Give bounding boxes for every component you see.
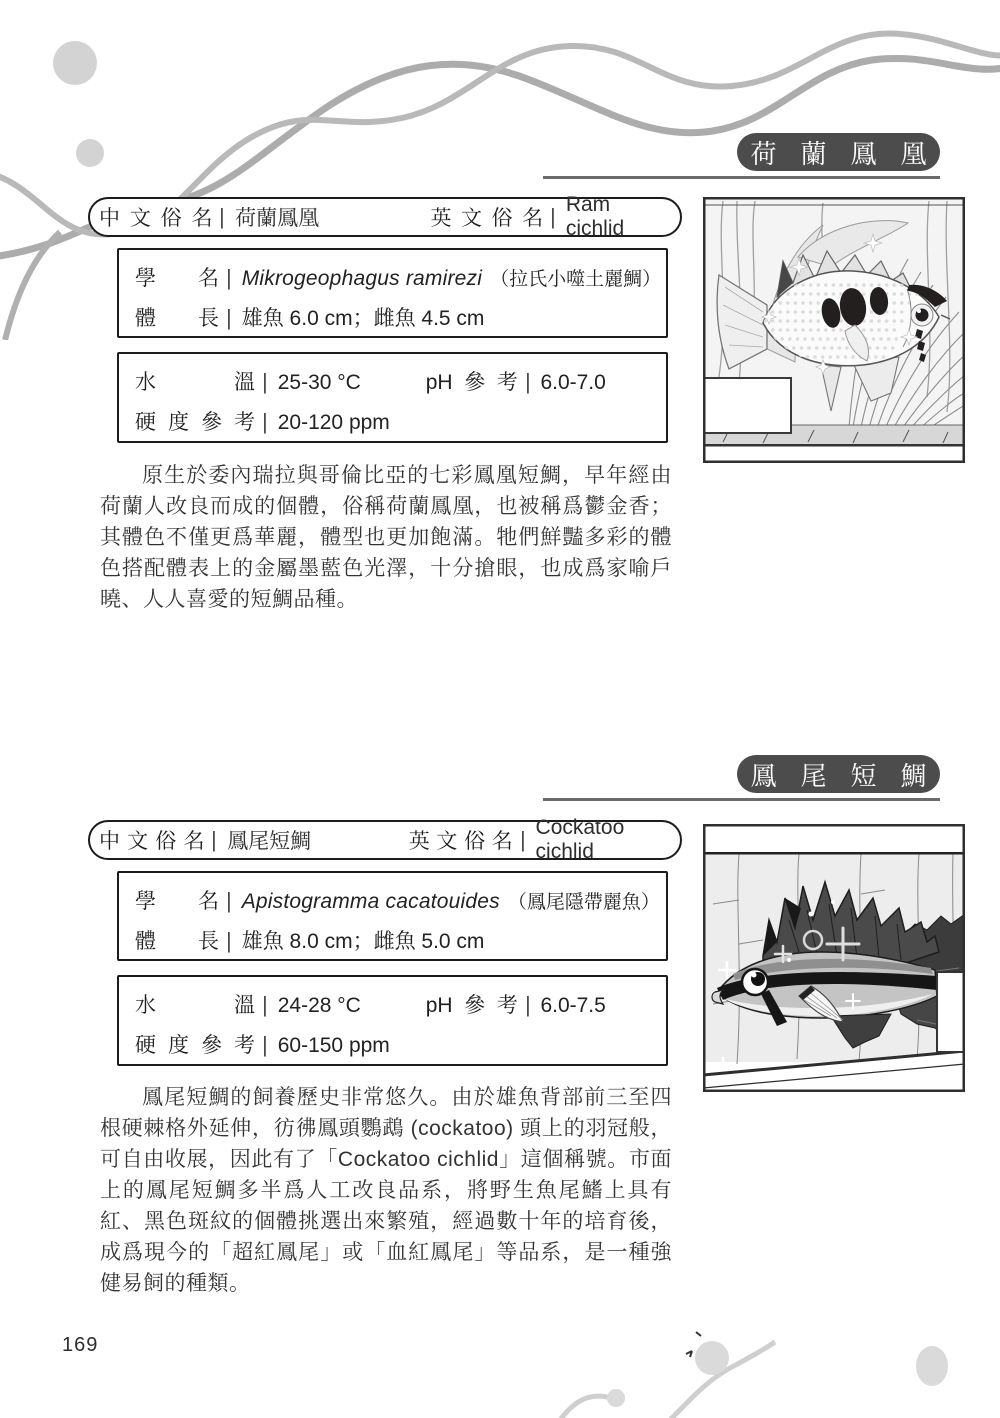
hardness-label: 硬度參考	[135, 1034, 255, 1057]
ram-cichlid-illustration	[703, 197, 965, 463]
water-temp-label: 水溫	[135, 371, 255, 394]
ph-value: 6.0-7.5	[540, 994, 606, 1017]
species-spec-box-cockatoo	[117, 871, 668, 961]
hardness-value: 20-120 ppm	[277, 411, 390, 434]
scientific-name-note: （鳳尾隱帶麗魚）	[507, 892, 660, 913]
en-name-value: Cockatoo cichlid	[535, 816, 625, 863]
hardness-row	[135, 1025, 666, 1065]
section-title: 鳳尾短鯛	[750, 760, 951, 791]
separator: |	[262, 992, 268, 1017]
water-spec-box-ram	[117, 352, 668, 443]
scientific-name-latin: Apistogramma cacatouides	[241, 890, 500, 913]
separator: |	[226, 265, 232, 290]
body-length-label: 體長	[135, 930, 219, 953]
scientific-name-note: （拉氏小噬土麗鯛）	[490, 269, 662, 290]
water-temp-value: 24-28 °C	[277, 994, 361, 1017]
zh-name-value: 鳳尾短鯛	[227, 830, 312, 853]
section-banner-cockatoo	[737, 755, 951, 793]
ph-value: 6.0-7.0	[540, 371, 606, 394]
body-length-row	[135, 921, 666, 961]
banner-underline	[543, 798, 940, 801]
zh-name-label: 中文俗名	[99, 207, 213, 230]
en-name-group	[409, 816, 666, 864]
species-spec-box-ram	[117, 248, 668, 338]
separator: |	[262, 1032, 268, 1057]
cockatoo-cichlid-illustration	[703, 824, 965, 1092]
temperature-ph-row	[135, 985, 666, 1025]
en-name-label: 英文俗名	[408, 830, 513, 853]
body-length-label: 體長	[135, 307, 219, 330]
body-length-row	[135, 298, 666, 338]
zh-name-value: 荷蘭鳳凰	[235, 207, 320, 230]
banner-underline	[543, 176, 940, 179]
caption-box	[937, 972, 965, 1052]
decorative-waves-bottom	[520, 1320, 1000, 1418]
common-name-bar-cockatoo	[88, 816, 682, 863]
section-title: 荷蘭鳳凰	[750, 138, 951, 169]
separator: |	[226, 305, 232, 330]
section-banner-ram	[737, 133, 951, 171]
ph-group	[426, 362, 606, 403]
description-paragraph-ram: 原生於委內瑞拉與哥倫比亞的七彩鳳凰短鯛，早年經由荷蘭人改良而成的個體，俗稱荷蘭鳳凰，也被稱爲鬱金香；其體色不僅更爲華麗，體型也更加飽滿。牠們鮮豔多彩的體色搭配體表上的金屬墨藍色光澤，十分搶眼，也成爲家喻戶曉、人人喜愛的短鯛品種。	[100, 464, 672, 611]
hardness-label: 硬度參考	[135, 411, 255, 434]
separator: |	[262, 369, 268, 394]
zh-name-label: 中文俗名	[99, 830, 205, 853]
separator: |	[226, 888, 232, 913]
en-name-value: Ram cichlid	[565, 193, 625, 240]
page-number: 169	[62, 1334, 99, 1356]
separator: |	[262, 409, 268, 434]
scientific-name-row	[135, 258, 666, 298]
separator: |	[220, 204, 225, 229]
ph-label: pH參考	[425, 371, 518, 394]
body-length-value: 雄魚 6.0 cm；雌魚 4.5 cm	[241, 307, 485, 330]
hardness-row	[135, 402, 666, 442]
scientific-name-label: 學名	[135, 267, 219, 290]
water-temp-label: 水溫	[135, 994, 255, 1017]
separator: |	[520, 827, 525, 852]
body-length-value: 雄魚 8.0 cm；雌魚 5.0 cm	[241, 930, 485, 953]
water-spec-box-cockatoo	[117, 975, 668, 1066]
en-name-label: 英文俗名	[430, 207, 544, 230]
separator: |	[550, 204, 556, 229]
common-name-bar-ram	[88, 193, 682, 240]
ph-group	[426, 985, 606, 1026]
separator: |	[226, 928, 232, 953]
description-paragraph-cockatoo: 鳳尾短鯛的飼養歷史非常悠久。由於雄魚背部前三至四根硬棘格外延伸，彷彿鳳頭鸚鵡 (cockatoo) 頭上的羽冠般，可自由收展，因此有了「Cockatoo cichlid」這個稱號。市面上的鳳尾短鯛多半爲人工改良品系，將野生魚尾鰭上具有紅、黑色斑紋的個體挑選出來繁殖，經過數十年的培育後，成爲現今的「超紅鳳尾」或「血紅鳳尾」等品系，是一種強健易飼的種類。	[100, 1086, 672, 1295]
temperature-ph-row	[135, 362, 666, 402]
scientific-name-label: 學名	[135, 890, 219, 913]
ph-label: pH參考	[425, 994, 518, 1017]
separator: |	[212, 827, 217, 852]
en-name-group	[430, 193, 666, 241]
scientific-name-latin: Mikrogeophagus ramirezi	[241, 267, 483, 290]
separator: |	[525, 992, 530, 1017]
scientific-name-row	[135, 881, 666, 921]
separator: |	[525, 369, 530, 394]
hardness-value: 60-150 ppm	[277, 1034, 390, 1057]
caption-box	[703, 378, 791, 433]
water-temp-value: 25-30 °C	[277, 371, 361, 394]
